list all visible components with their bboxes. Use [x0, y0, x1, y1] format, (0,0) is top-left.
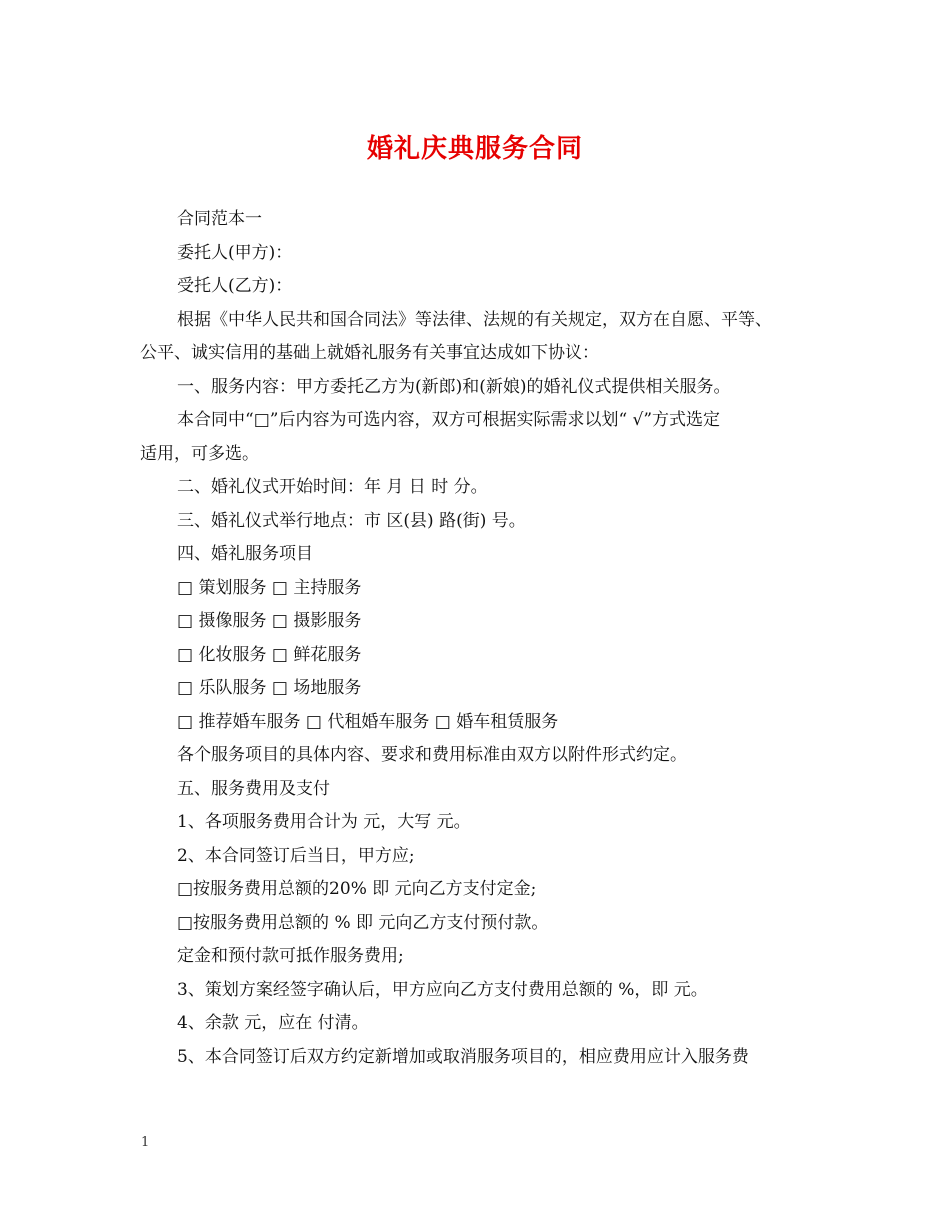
contract-line-10: 三、婚礼仪式举行地点：市 区(县) 路(街) 号。 — [177, 510, 526, 531]
contract-line-12: □ 策划服务 □ 主持服务 — [177, 577, 362, 598]
contract-line-20: 2、本合同签订后当日，甲方应; — [177, 845, 415, 866]
contract-line-1: 合同范本一 — [177, 209, 262, 229]
contract-line-19: 1、各项服务费用合计为 元，大写 元。 — [177, 812, 471, 832]
contract-line-24: 3、策划方案经签字确认后，甲方应向乙方支付费用总额的 %，即 元。 — [177, 979, 708, 1000]
contract-line-14: □ 化妆服务 □ 鲜花服务 — [177, 644, 362, 665]
page-number: 1 — [141, 1135, 150, 1150]
contract-line-21: □按服务费用总额的20% 即 元向乙方支付定金; — [177, 879, 537, 899]
contract-line-25: 4、余款 元，应在 付清。 — [177, 1013, 369, 1033]
document-title: 婚礼庆典服务合同 — [366, 134, 583, 164]
contract-line-13: □ 摄像服务 □ 摄影服务 — [177, 611, 362, 631]
contract-line-26: 5、本合同签订后双方约定新增加或取消服务项目的，相应费用应计入服务费 — [177, 1046, 749, 1067]
contract-line-16: □ 推荐婚车服务 □ 代租婚车服务 □ 婚车租赁服务 — [177, 711, 559, 732]
contract-line-9: 二、婚礼仪式开始时间：年 月 日 时 分。 — [177, 477, 488, 497]
contract-line-23: 定金和预付款可抵作服务费用; — [177, 946, 404, 966]
contract-line-6: 一、服务内容：甲方委托乙方为(新郎)和(新娘)的婚礼仪式提供相关服务。 — [177, 376, 731, 397]
contract-line-4: 根据《中华人民共和国合同法》等法律、法规的有关规定，双方在自愿、平等、 — [177, 309, 772, 330]
contract-line-18: 五、服务费用及支付 — [177, 778, 330, 799]
contract-body — [140, 203, 830, 1074]
contract-line-22: □按服务费用总额的 % 即 元向乙方支付预付款。 — [177, 912, 549, 933]
contract-line-8: 适用，可多选。 — [140, 443, 259, 464]
contract-line-5: 公平、诚实信用的基础上就婚礼服务有关事宜达成如下协议： — [140, 343, 599, 363]
contract-line-7: 本合同中“□”后内容为可选内容，双方可根据实际需求以划“ √”方式选定 — [177, 410, 721, 430]
contract-line-11: 四、婚礼服务项目 — [177, 544, 313, 564]
contract-line-17: 各个服务项目的具体内容、要求和费用标准由双方以附件形式约定。 — [177, 745, 687, 765]
contract-line-15: □ 乐队服务 □ 场地服务 — [177, 678, 362, 698]
contract-line-2: 委托人(甲方)： — [177, 242, 293, 263]
contract-line-3: 受托人(乙方)： — [177, 276, 293, 296]
